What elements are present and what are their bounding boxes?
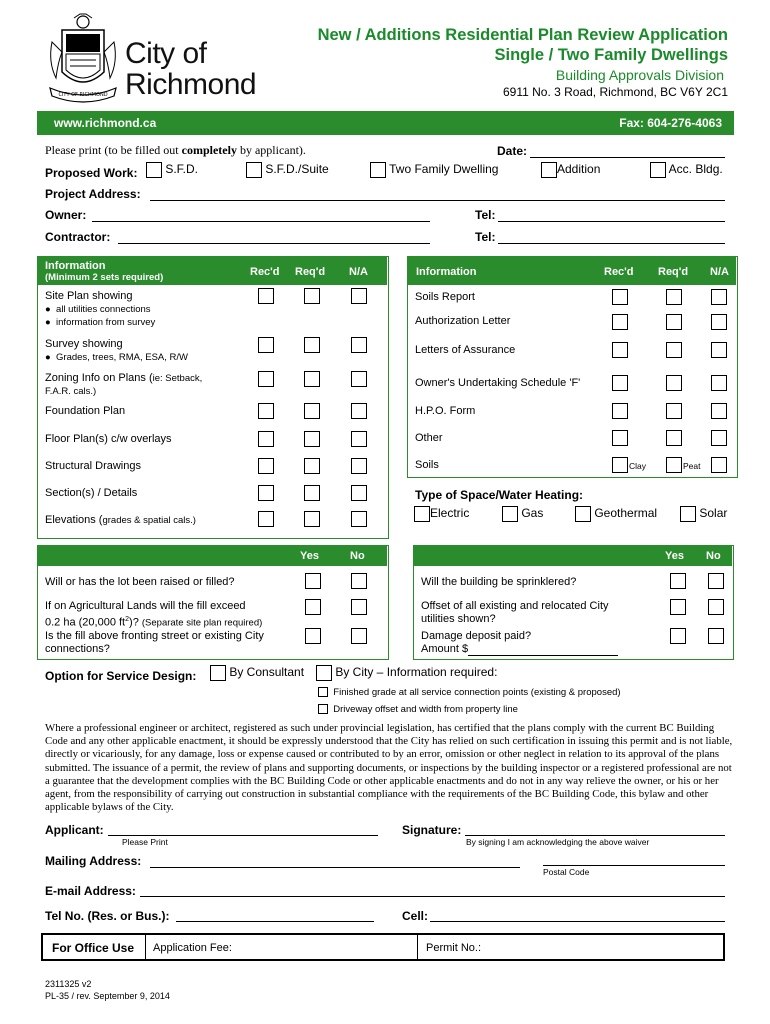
site-plan-label: Site Plan showing xyxy=(45,290,133,302)
floor-plan-reqd-checkbox[interactable] xyxy=(304,431,320,447)
owner-tel-label: Tel: xyxy=(475,208,496,222)
cell-label: Cell: xyxy=(402,909,429,923)
left-row-foundation: Foundation Plan xyxy=(45,405,126,417)
svg-text:CITY OF RICHMOND: CITY OF RICHMOND xyxy=(58,92,108,98)
authorization-na-checkbox[interactable] xyxy=(711,314,727,330)
city-name-line1: City of xyxy=(125,37,207,70)
soils-clay-checkbox[interactable] xyxy=(612,457,628,473)
right-checklist-table xyxy=(407,256,738,478)
survey-na-checkbox[interactable] xyxy=(351,337,367,353)
right-row-assurance: Letters of Assurance xyxy=(415,344,516,356)
option-sfd[interactable]: S.F.D. xyxy=(146,162,198,178)
contractor-label: Contractor: xyxy=(45,230,111,244)
geothermal-checkbox[interactable] xyxy=(575,506,591,522)
soils-report-na-checkbox[interactable] xyxy=(711,289,727,305)
owner-field[interactable] xyxy=(92,221,430,222)
city-crest-logo xyxy=(44,12,122,104)
elevations-reqd-checkbox[interactable] xyxy=(304,511,320,527)
undertaking-na-checkbox[interactable] xyxy=(711,375,727,391)
deposit-amount-field[interactable] xyxy=(468,645,618,656)
survey-bullet1: ● Grades, trees, RMA, ESA, R/W xyxy=(45,352,189,363)
owner-label: Owner: xyxy=(45,208,87,222)
offset-question: Offset of all existing and relocated City utilities shown? xyxy=(421,600,609,625)
right-yn-yes: Yes xyxy=(665,550,684,562)
assurance-recd-checkbox[interactable] xyxy=(612,342,628,358)
zoning-recd-checkbox[interactable] xyxy=(258,371,274,387)
site-plan-bullet2: ● information from survey xyxy=(45,317,156,328)
soils-report-reqd-checkbox[interactable] xyxy=(666,289,682,305)
floor-plan-recd-checkbox[interactable] xyxy=(258,431,274,447)
site-plan-reqd-checkbox[interactable] xyxy=(304,288,320,304)
heating-solar[interactable]: Solar xyxy=(680,506,727,522)
left-checklist-table xyxy=(37,256,389,539)
email-label: E-mail Address: xyxy=(45,884,136,898)
service-design-label: Option for Service Design: xyxy=(45,669,197,683)
right-row-other: Other xyxy=(415,432,443,444)
foundation-na-checkbox[interactable] xyxy=(351,403,367,419)
two-family-checkbox[interactable] xyxy=(370,162,386,178)
date-label: Date: xyxy=(497,144,528,158)
right-head-recd: Rec'd xyxy=(604,266,634,278)
other-reqd-checkbox[interactable] xyxy=(666,430,682,446)
foundation-recd-checkbox[interactable] xyxy=(258,403,274,419)
website-link[interactable]: www.richmond.ca xyxy=(54,116,157,130)
solar-checkbox[interactable] xyxy=(680,506,696,522)
left-row-floor-plans: Floor Plan(s) c/w overlays xyxy=(45,433,172,445)
other-na-checkbox[interactable] xyxy=(711,430,727,446)
applicant-label: Applicant: xyxy=(45,823,104,837)
city-address: 6911 No. 3 Road, Richmond, BC V6Y 2C1 xyxy=(502,85,728,99)
date-field[interactable] xyxy=(530,157,725,158)
sections-na-checkbox[interactable] xyxy=(351,485,367,501)
heating-gas[interactable]: Gas xyxy=(502,506,543,522)
sfd-suite-checkbox[interactable] xyxy=(246,162,262,178)
owner-tel-field[interactable] xyxy=(498,221,725,222)
agricultural-question: If on Agricultural Lands will the fill exceed 0.2 ha (20,000 $ft^2$)? (Separate site plan required) xyxy=(45,600,263,629)
right-row-hpo: H.P.O. Form xyxy=(415,405,476,417)
lot-raised-yes-checkbox[interactable] xyxy=(305,573,321,589)
heating-geothermal[interactable]: Geothermal xyxy=(575,506,657,522)
site-plan-recd-checkbox[interactable] xyxy=(258,288,274,304)
left-head-reqd: Req'd xyxy=(295,266,326,278)
option-acc-bldg[interactable]: Acc. Bldg. xyxy=(650,162,723,178)
floor-plan-na-checkbox[interactable] xyxy=(351,431,367,447)
other-recd-checkbox[interactable] xyxy=(612,430,628,446)
foundation-reqd-checkbox[interactable] xyxy=(304,403,320,419)
fill-above-question: Is the fill above fronting street or existing City connections? xyxy=(45,630,264,655)
left-row-elevations: Elevations (grades & spatial cals.) xyxy=(45,514,196,526)
right-head-reqd: Req'd xyxy=(658,266,689,278)
grade-checkbox[interactable] xyxy=(318,687,328,697)
structural-reqd-checkbox[interactable] xyxy=(304,458,320,474)
cell-field[interactable] xyxy=(430,921,725,922)
postal-code-field[interactable] xyxy=(543,865,725,866)
lot-raised-no-checkbox[interactable] xyxy=(351,573,367,589)
sprinklered-no-checkbox[interactable] xyxy=(708,573,724,589)
option-sfd-suite[interactable]: S.F.D./Suite xyxy=(246,162,329,178)
print-instruction: Please print (to be filled out completely by applicant). xyxy=(45,143,306,157)
soils-peat-checkbox[interactable] xyxy=(666,457,682,473)
left-head-recd: Rec'd xyxy=(250,266,280,278)
left-table-header xyxy=(38,257,387,285)
right-row-undertaking: Owner's Undertaking Schedule 'F' xyxy=(415,377,581,389)
form-title: New / Additions Residential Plan Review Application xyxy=(317,26,728,44)
survey-recd-checkbox[interactable] xyxy=(258,337,274,353)
right-table-header xyxy=(408,257,736,285)
site-plan-na-checkbox[interactable] xyxy=(351,288,367,304)
soils-report-recd-checkbox[interactable] xyxy=(612,289,628,305)
sections-reqd-checkbox[interactable] xyxy=(304,485,320,501)
left-yn-no: No xyxy=(350,550,365,562)
electric-checkbox[interactable] xyxy=(414,506,430,522)
email-field[interactable] xyxy=(140,896,725,897)
project-address-field[interactable] xyxy=(150,200,725,201)
left-yn-yes: Yes xyxy=(300,550,319,562)
by-city-checkbox[interactable] xyxy=(316,665,332,681)
form-subtitle: Single / Two Family Dwellings xyxy=(494,46,728,64)
right-head-info: Information xyxy=(416,266,477,278)
left-head-na: N/A xyxy=(349,266,368,278)
please-print-note: Please Print xyxy=(122,837,168,847)
sections-recd-checkbox[interactable] xyxy=(258,485,274,501)
fill-above-yes-checkbox[interactable] xyxy=(305,628,321,644)
hpo-reqd-checkbox[interactable] xyxy=(666,403,682,419)
lot-raised-question: Will or has the lot been raised or filled? xyxy=(45,576,235,588)
right-row-soils-report: Soils Report xyxy=(415,291,475,303)
gas-checkbox[interactable] xyxy=(502,506,518,522)
deposit-question: Damage deposit paid? Amount $ xyxy=(421,630,618,656)
left-head-info: Information xyxy=(45,260,106,272)
service-by-city[interactable]: By City – Information required: xyxy=(316,665,497,681)
service-item-driveway[interactable]: Driveway offset and width from property line xyxy=(318,704,518,715)
service-item-grade[interactable]: Finished grade at all service connection points (existing & proposed) xyxy=(318,687,621,698)
signature-field[interactable] xyxy=(465,835,725,836)
right-yn-no: No xyxy=(706,550,721,562)
option-addition[interactable]: Addition xyxy=(541,162,600,178)
right-row-authorization: Authorization Letter xyxy=(415,315,511,327)
fax-number: Fax: 604-276-4063 xyxy=(619,116,722,130)
left-row-sections: Section(s) / Details xyxy=(45,487,138,499)
hpo-na-checkbox[interactable] xyxy=(711,403,727,419)
left-head-info-sub: (Minimum 2 sets required) xyxy=(45,272,164,283)
tel-no-field[interactable] xyxy=(176,921,374,922)
driveway-checkbox[interactable] xyxy=(318,704,328,714)
left-row-site-plan xyxy=(45,290,155,329)
service-by-consultant[interactable]: By Consultant xyxy=(210,665,304,681)
project-address-label: Project Address: xyxy=(45,187,141,201)
soils-na-checkbox[interactable] xyxy=(711,457,727,473)
addition-checkbox[interactable] xyxy=(541,162,557,178)
left-yes-no-table xyxy=(37,545,389,660)
undertaking-reqd-checkbox[interactable] xyxy=(666,375,682,391)
liability-disclaimer: Where a professional engineer or architect, registered as such under provincial legislation, has certified that the plans comply with the current BC Building Code and any other applicable enactment, it should be expressly understood that the City has relied on such certification in issuing this permit and is not liable, directly or vicariously, for any damage, loss or expense caused or contributed to by an error, omission or other neglect in relation to its approval of the plans submitted. The issuance of a permit, the review of plans and supporting documents, or inspections by the building inspector or a registered professional are not a guarantee that the development complies with the BC Building Code or other applicable enactments and do not in any way relieve the owner, or his or her agent, from the responsibility of carrying out construction in substantial compliance with the requirements of the BC Building Code, this bylaw and other applicable bylaws of the City. xyxy=(45,722,733,814)
assurance-na-checkbox[interactable] xyxy=(711,342,727,358)
office-divider-2 xyxy=(417,935,418,959)
survey-reqd-checkbox[interactable] xyxy=(304,337,320,353)
soils-clay-label: Clay xyxy=(629,461,647,471)
city-name xyxy=(125,38,256,100)
agricultural-yes-checkbox[interactable] xyxy=(305,599,321,615)
zoning-reqd-checkbox[interactable] xyxy=(304,371,320,387)
fill-above-no-checkbox[interactable] xyxy=(351,628,367,644)
survey-label: Survey showing xyxy=(45,338,123,350)
assurance-reqd-checkbox[interactable] xyxy=(666,342,682,358)
green-banner xyxy=(37,111,734,135)
by-consultant-checkbox[interactable] xyxy=(210,665,226,681)
left-yn-header xyxy=(38,546,387,566)
authorization-reqd-checkbox[interactable] xyxy=(666,314,682,330)
form-revision: PL-35 / rev. September 9, 2014 xyxy=(45,991,170,1001)
right-yes-no-table xyxy=(413,545,734,660)
tel-no-label: Tel No. (Res. or Bus.): xyxy=(45,909,170,923)
acc-bldg-checkbox[interactable] xyxy=(650,162,666,178)
permit-no-label: Permit No.: xyxy=(426,942,482,954)
elevations-recd-checkbox[interactable] xyxy=(258,511,274,527)
city-name-line2: Richmond xyxy=(125,68,257,101)
deposit-no-checkbox[interactable] xyxy=(708,628,724,644)
site-plan-bullet1: ● all utilities connections xyxy=(45,304,151,315)
structural-recd-checkbox[interactable] xyxy=(258,458,274,474)
division-name: Building Approvals Division xyxy=(555,67,724,83)
offset-no-checkbox[interactable] xyxy=(708,599,724,615)
hpo-recd-checkbox[interactable] xyxy=(612,403,628,419)
applicant-field[interactable] xyxy=(108,835,378,836)
structural-na-checkbox[interactable] xyxy=(351,458,367,474)
agricultural-no-checkbox[interactable] xyxy=(351,599,367,615)
elevations-na-checkbox[interactable] xyxy=(351,511,367,527)
sprinklered-yes-checkbox[interactable] xyxy=(670,573,686,589)
offset-yes-checkbox[interactable] xyxy=(670,599,686,615)
sprinklered-question: Will the building be sprinklered? xyxy=(421,576,577,588)
contractor-tel-field[interactable] xyxy=(498,243,725,244)
left-row-zoning: Zoning Info on Plans (ie: Setback, F.A.R. cals.) xyxy=(45,372,203,397)
right-head-na: N/A xyxy=(710,266,729,278)
authorization-recd-checkbox[interactable] xyxy=(612,314,628,330)
undertaking-recd-checkbox[interactable] xyxy=(612,375,628,391)
heating-title: Type of Space/Water Heating: xyxy=(415,488,584,502)
office-divider-1 xyxy=(145,935,146,959)
application-fee-label: Application Fee: xyxy=(153,942,232,954)
contractor-field[interactable] xyxy=(118,243,430,244)
waiver-ack-note: By signing I am acknowledging the above waiver xyxy=(466,837,650,847)
left-row-survey xyxy=(45,337,188,365)
postal-code-note: Postal Code xyxy=(543,867,590,877)
signature-label: Signature: xyxy=(402,823,462,837)
left-row-structural: Structural Drawings xyxy=(45,460,141,472)
office-use-label: For Office Use xyxy=(52,941,135,955)
mailing-address-label: Mailing Address: xyxy=(45,854,142,868)
option-two-family[interactable]: Two Family Dwelling xyxy=(370,162,498,178)
contractor-tel-label: Tel: xyxy=(475,230,496,244)
office-use-box xyxy=(41,933,725,961)
right-yn-header xyxy=(414,546,732,566)
right-row-soils: Soils xyxy=(415,459,439,471)
soils-peat-label: Peat xyxy=(683,461,701,471)
sfd-checkbox[interactable] xyxy=(146,162,162,178)
zoning-na-checkbox[interactable] xyxy=(351,371,367,387)
proposed-work-label: Proposed Work: xyxy=(45,166,138,180)
heating-electric[interactable]: Electric xyxy=(414,506,469,522)
deposit-yes-checkbox[interactable] xyxy=(670,628,686,644)
mailing-address-field[interactable] xyxy=(150,867,520,868)
form-code: 2311325 v2 xyxy=(45,979,92,989)
